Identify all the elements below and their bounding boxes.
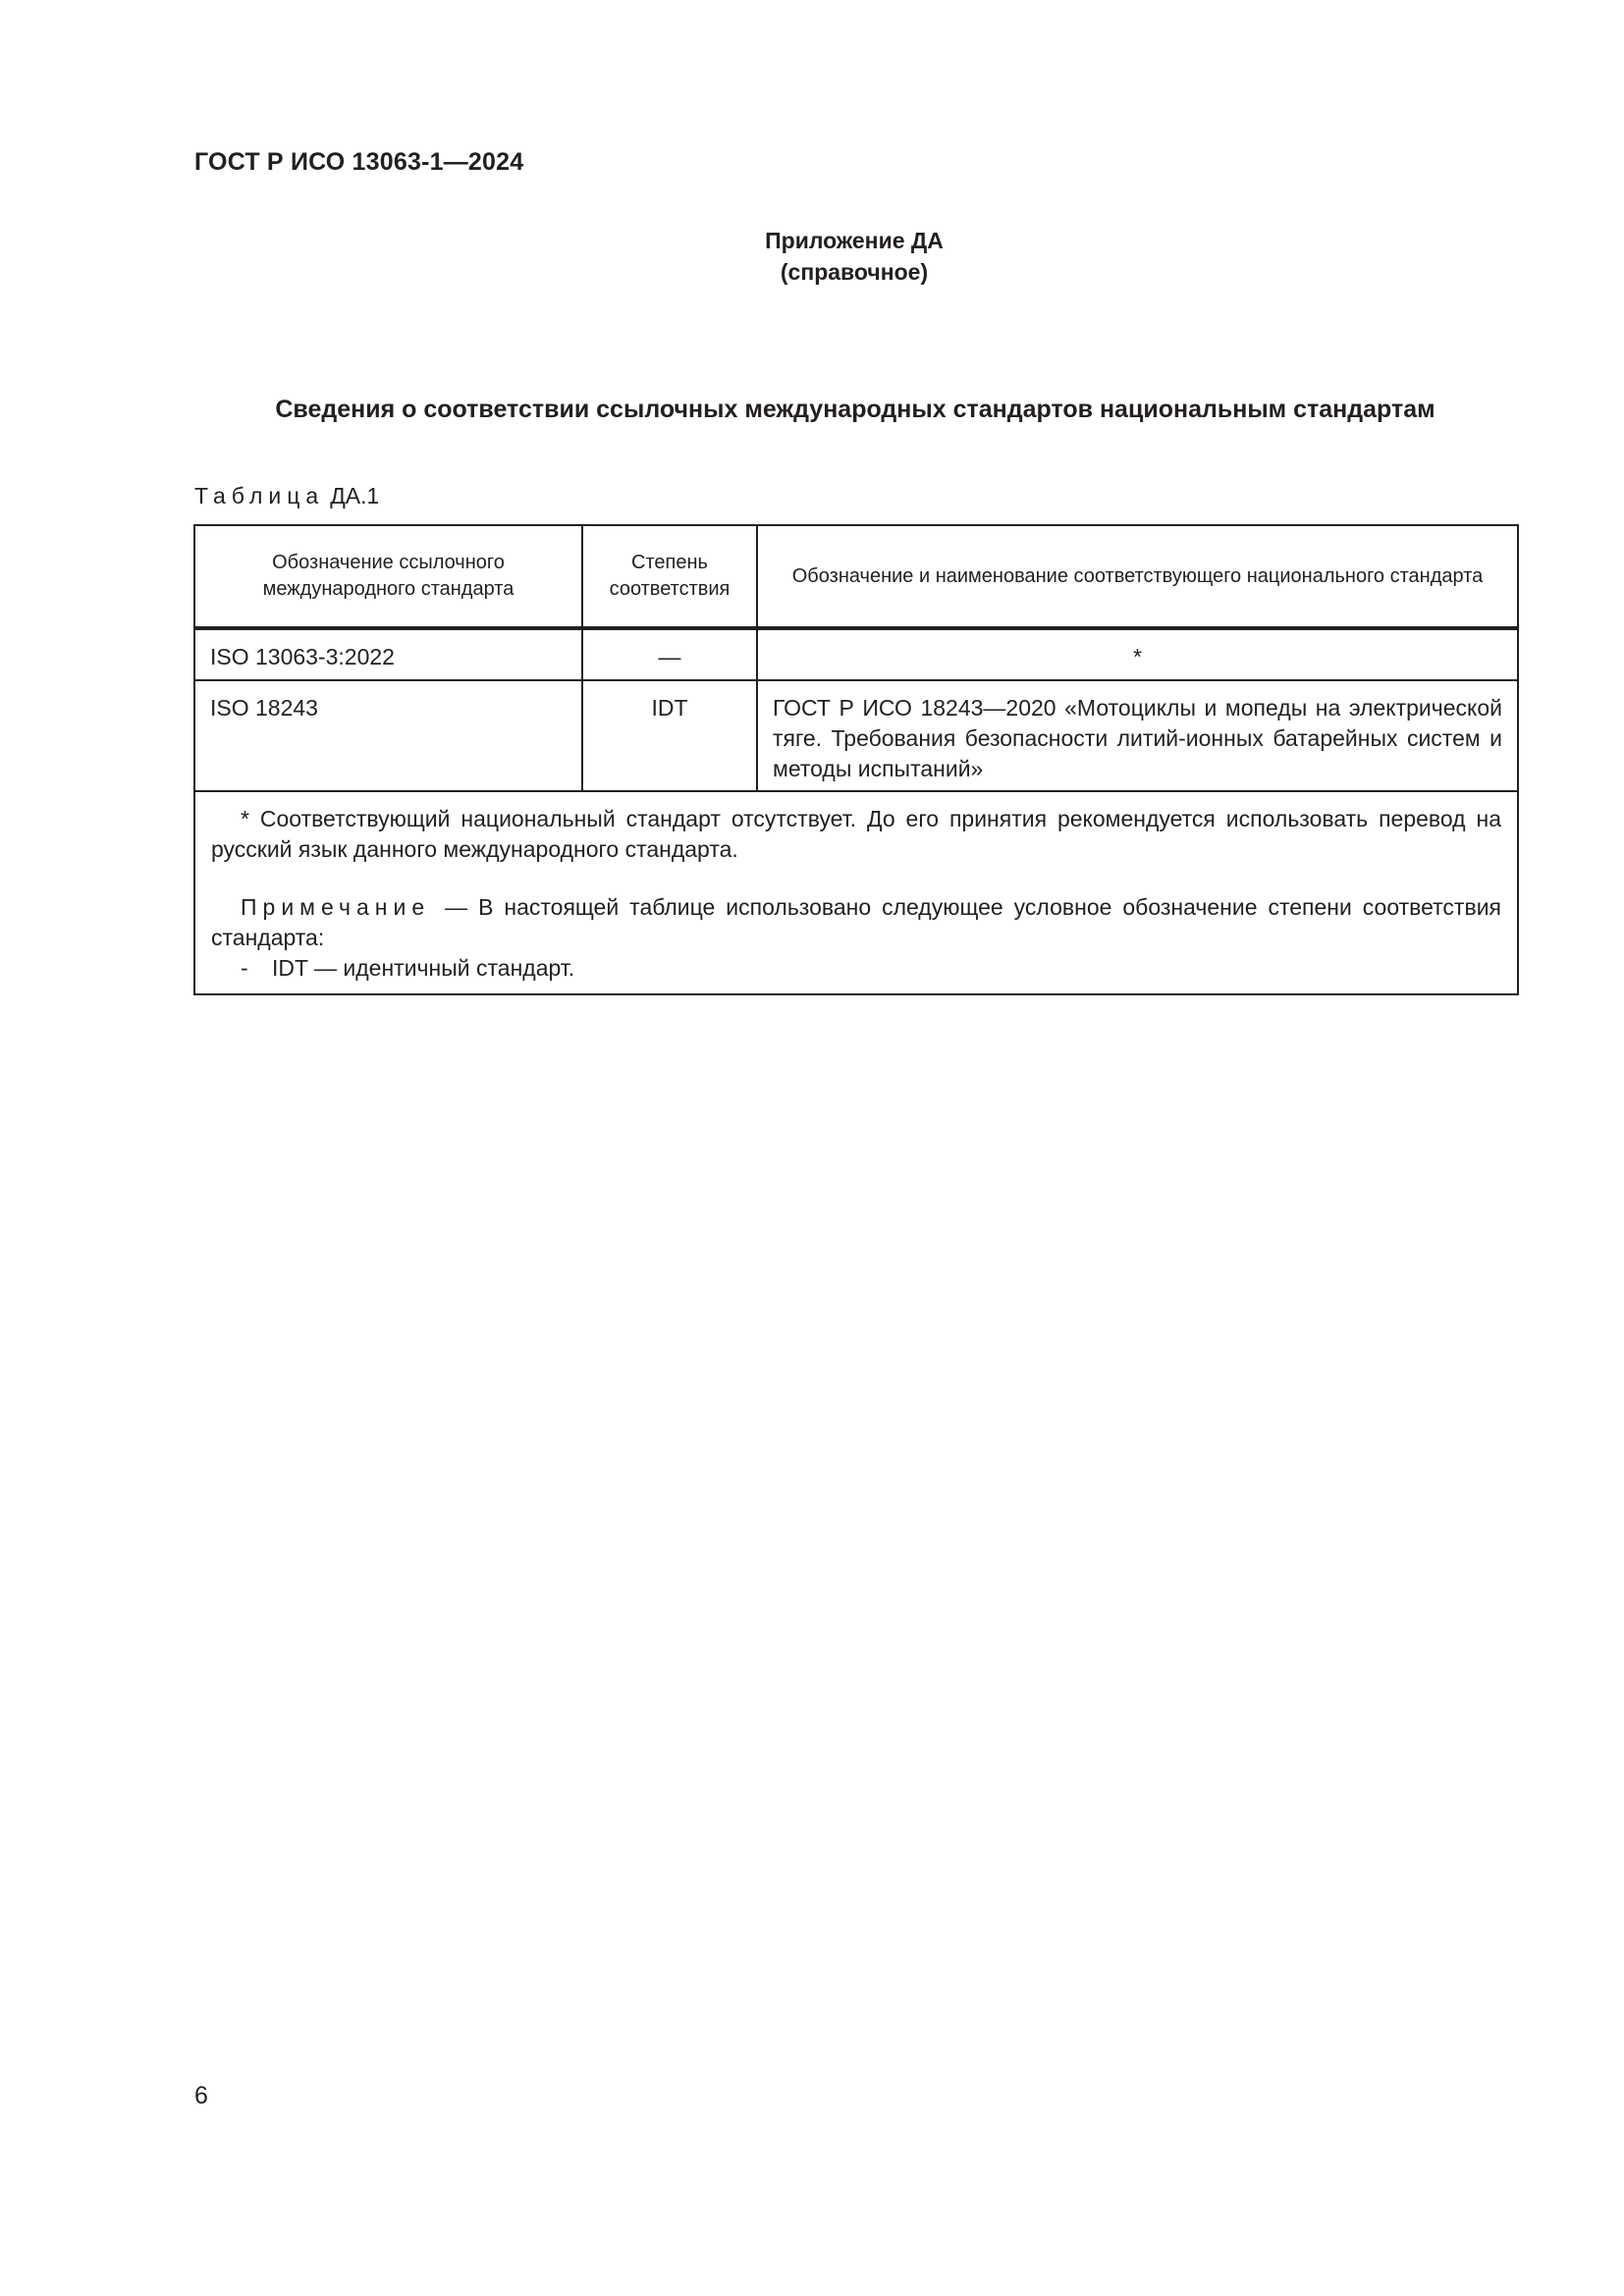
note-item-text: IDT — идентичный стандарт. — [272, 955, 575, 981]
annex-title: Приложение ДА — [765, 228, 944, 253]
table-caption — [194, 483, 379, 509]
document-code: ГОСТ Р ИСО 13063-1—2024 — [194, 148, 524, 176]
page-number: 6 — [194, 2082, 208, 2109]
column-header-national: Обозначение и наименование соответствующего национального стандарта — [757, 525, 1518, 628]
table-row — [194, 628, 1518, 680]
table-note-line — [211, 892, 1501, 953]
note-text: — В настоящей таблице использовано следующее условное обозначение степени соответствия стандарта: — [211, 894, 1501, 950]
column-header-degree: Степень соответствия — [582, 525, 757, 628]
table-caption-word: Таблица — [194, 483, 325, 508]
cell-national: * — [757, 628, 1518, 680]
reference-table — [193, 524, 1519, 995]
column-header-international: Обозначение ссылочного международного стандарта — [194, 525, 582, 628]
note-list-item — [241, 953, 1501, 984]
cell-degree: IDT — [582, 680, 757, 791]
table-footnote: * Соответствующий национальный стандарт отсутствует. До его принятия рекомендуется использовать перевод на русский язык данного международного стандарта. — [211, 806, 1501, 862]
note-item-marker: - — [241, 955, 248, 981]
table-notes-row — [194, 791, 1518, 994]
annex-subtitle: (справочное) — [780, 259, 929, 285]
cell-international: ISO 13063-3:2022 — [194, 628, 582, 680]
table-note — [211, 892, 1501, 984]
table-row — [194, 680, 1518, 791]
cell-national: ГОСТ Р ИСО 18243—2020 «Мотоциклы и мопеды на электрической тяге. Требования безопасности литий-ионных батарейных систем и методы испытаний» — [757, 680, 1518, 791]
note-label: Примечание — [241, 894, 431, 920]
table-caption-number: ДА.1 — [330, 483, 380, 508]
cell-degree: — — [582, 628, 757, 680]
table-header-row — [194, 525, 1518, 628]
annex-heading — [687, 225, 1021, 288]
section-title: Сведения о соответствии ссылочных международных стандартов национальным стандартам — [275, 396, 1435, 423]
reference-table-container — [193, 524, 1517, 995]
cell-international: ISO 18243 — [194, 680, 582, 791]
table-notes-cell — [194, 791, 1518, 994]
